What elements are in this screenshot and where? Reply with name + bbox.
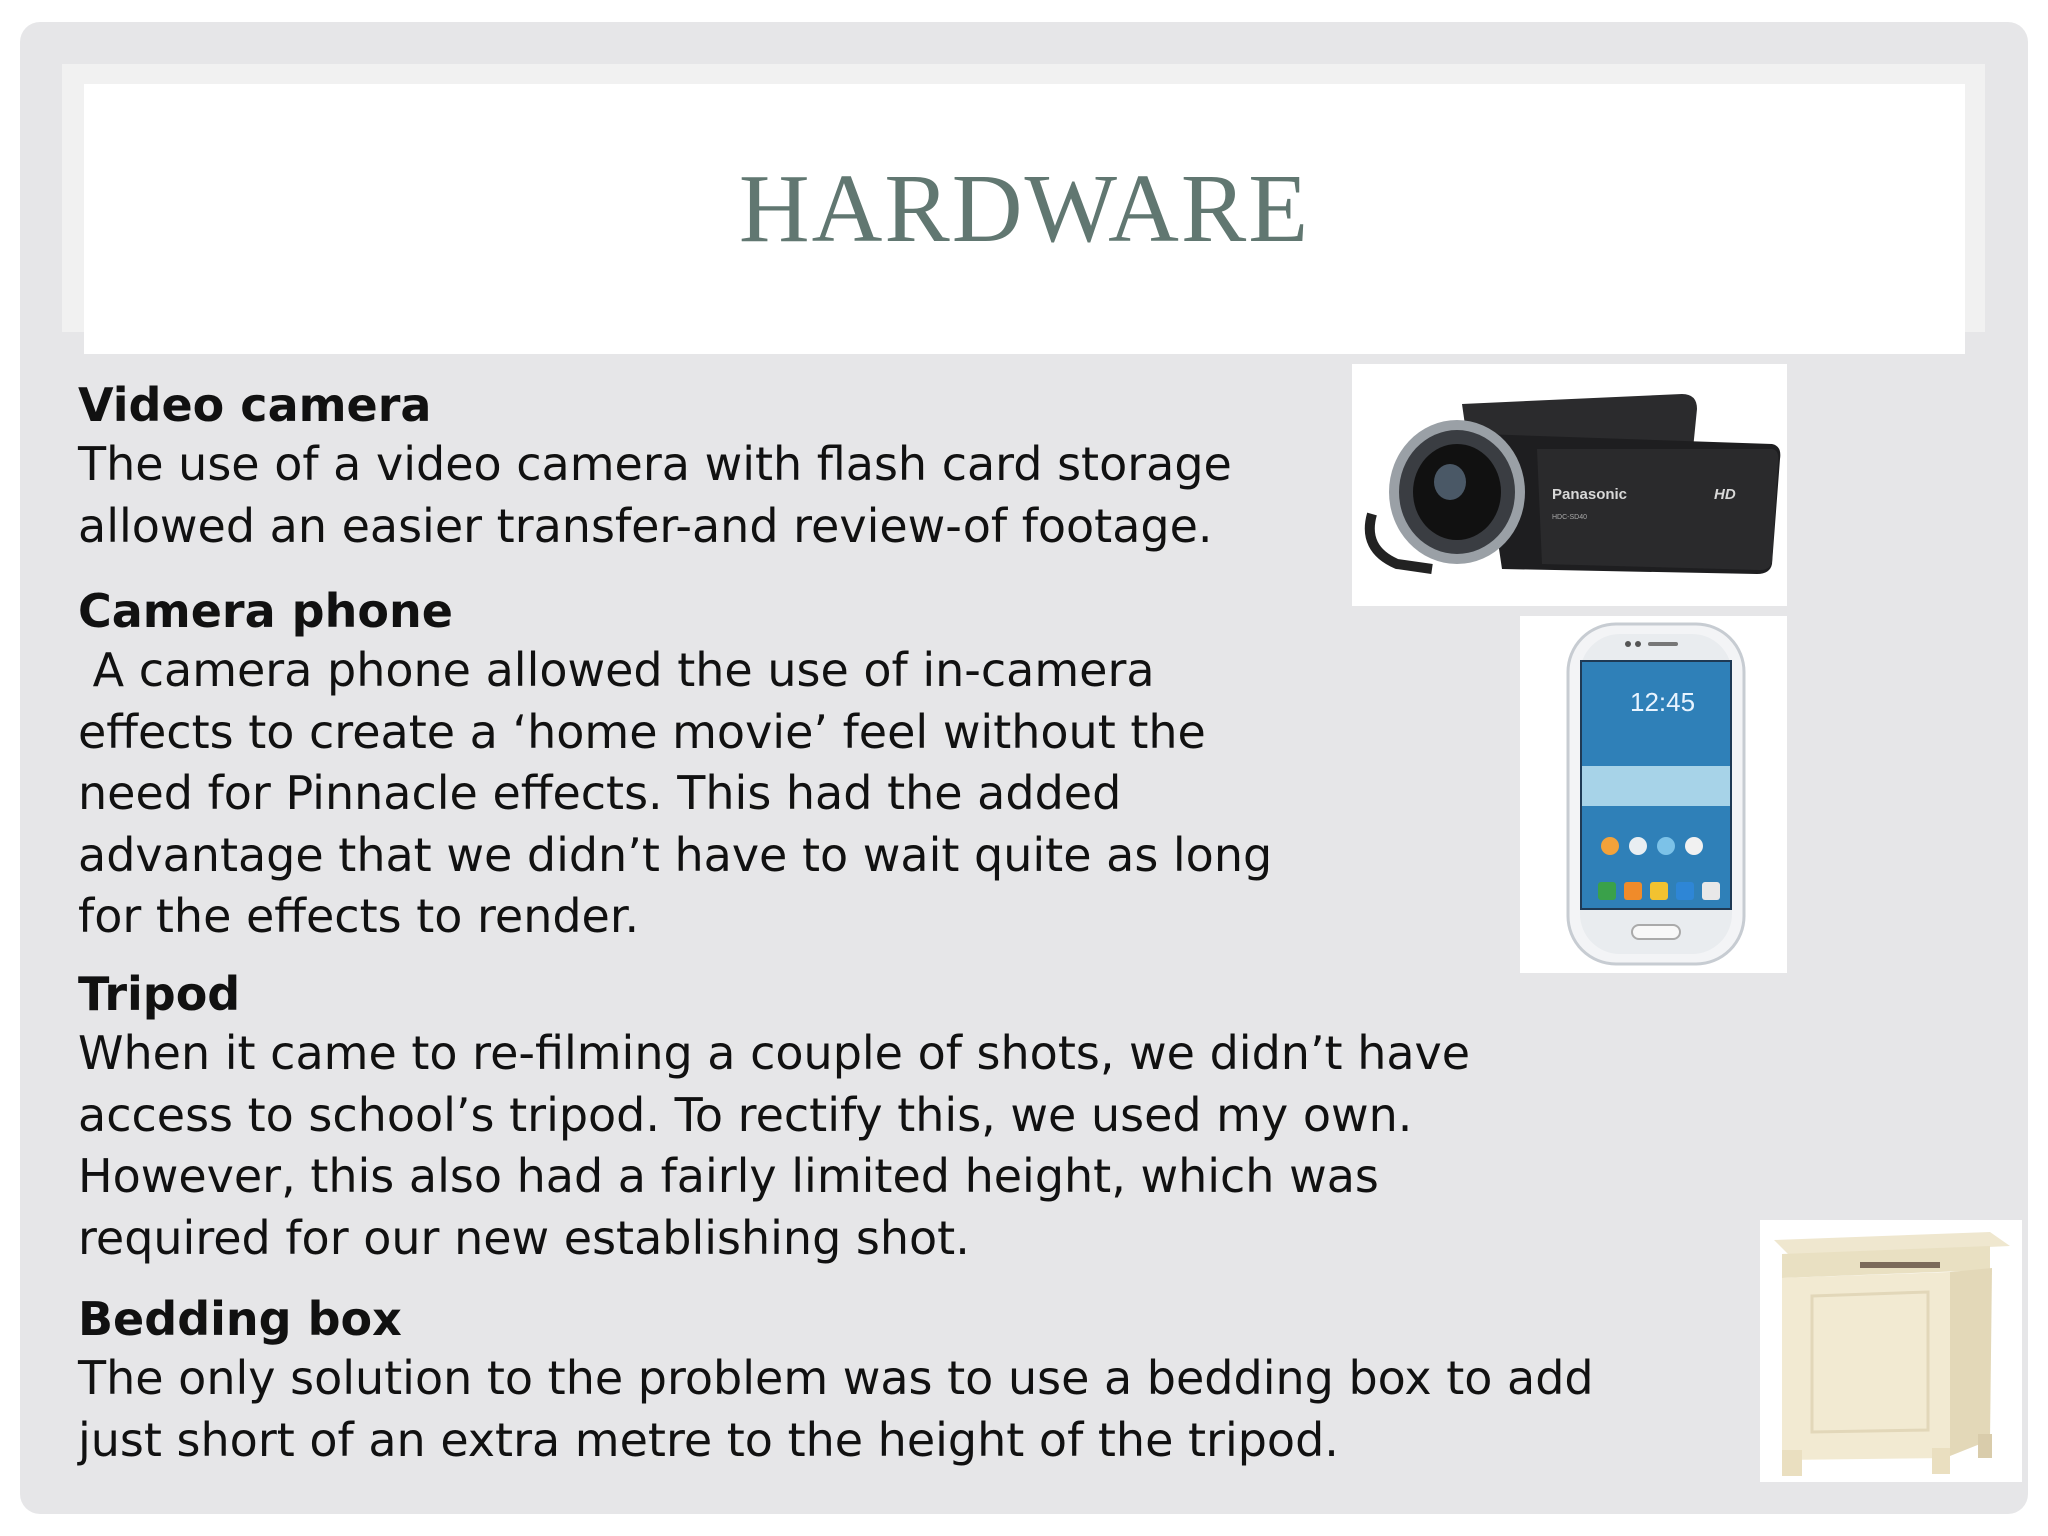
section-body xyxy=(78,1023,1470,1269)
body-line: When it came to re-filming a couple of shots, we didn’t have xyxy=(78,1026,1471,1080)
camcorder-image xyxy=(1352,364,1787,606)
body-line: However, this also had a fairly limited height, which was xyxy=(78,1149,1379,1203)
section-camera-phone xyxy=(78,582,1272,948)
body-line: required for our new establishing shot. xyxy=(78,1210,970,1265)
body-line: need for Pinnacle effects. This had the added xyxy=(78,766,1122,820)
camcorder-badge: HD xyxy=(1714,486,1736,503)
slide-title: HARDWARE xyxy=(738,155,1311,263)
storage-box-icon xyxy=(1760,1220,2022,1482)
camcorder-model: HDC-SD40 xyxy=(1552,514,1588,521)
smartphone-icon xyxy=(1520,616,1787,973)
body-line: effects to create a ‘home movie’ feel without the xyxy=(78,704,1206,759)
section-body xyxy=(78,434,1232,557)
body-line: A camera phone allowed the use of in-camera xyxy=(78,643,1155,697)
section-bedding-box xyxy=(78,1290,1594,1471)
section-body xyxy=(78,1348,1594,1471)
section-tripod xyxy=(78,965,1470,1269)
section-heading: Bedding box xyxy=(78,1292,402,1346)
section-video-camera xyxy=(78,376,1232,557)
body-line: just short of an extra metre to the height of the tripod. xyxy=(78,1412,1339,1467)
section-heading: Video camera xyxy=(78,378,432,432)
phone-clock: 12:45 xyxy=(1630,687,1696,717)
body-line: The use of a video camera with flash card storage xyxy=(78,437,1232,491)
section-heading: Camera phone xyxy=(78,584,453,638)
body-line: allowed an easier transfer-and review-of footage. xyxy=(78,498,1213,553)
section-heading: Tripod xyxy=(78,967,241,1021)
body-line: The only solution to the problem was to use a bedding box to add xyxy=(78,1351,1594,1405)
camcorder-icon xyxy=(1352,364,1787,606)
phone-image xyxy=(1520,616,1787,973)
body-line: for the effects to render. xyxy=(78,889,640,943)
body-line: access to school’s tripod. To rectify this, we used my own. xyxy=(78,1087,1413,1142)
body-line: advantage that we didn’t have to wait quite as long xyxy=(78,827,1273,882)
camcorder-brand: Panasonic xyxy=(1552,486,1628,503)
section-body xyxy=(78,640,1272,948)
bedding-box-image xyxy=(1760,1220,2022,1482)
